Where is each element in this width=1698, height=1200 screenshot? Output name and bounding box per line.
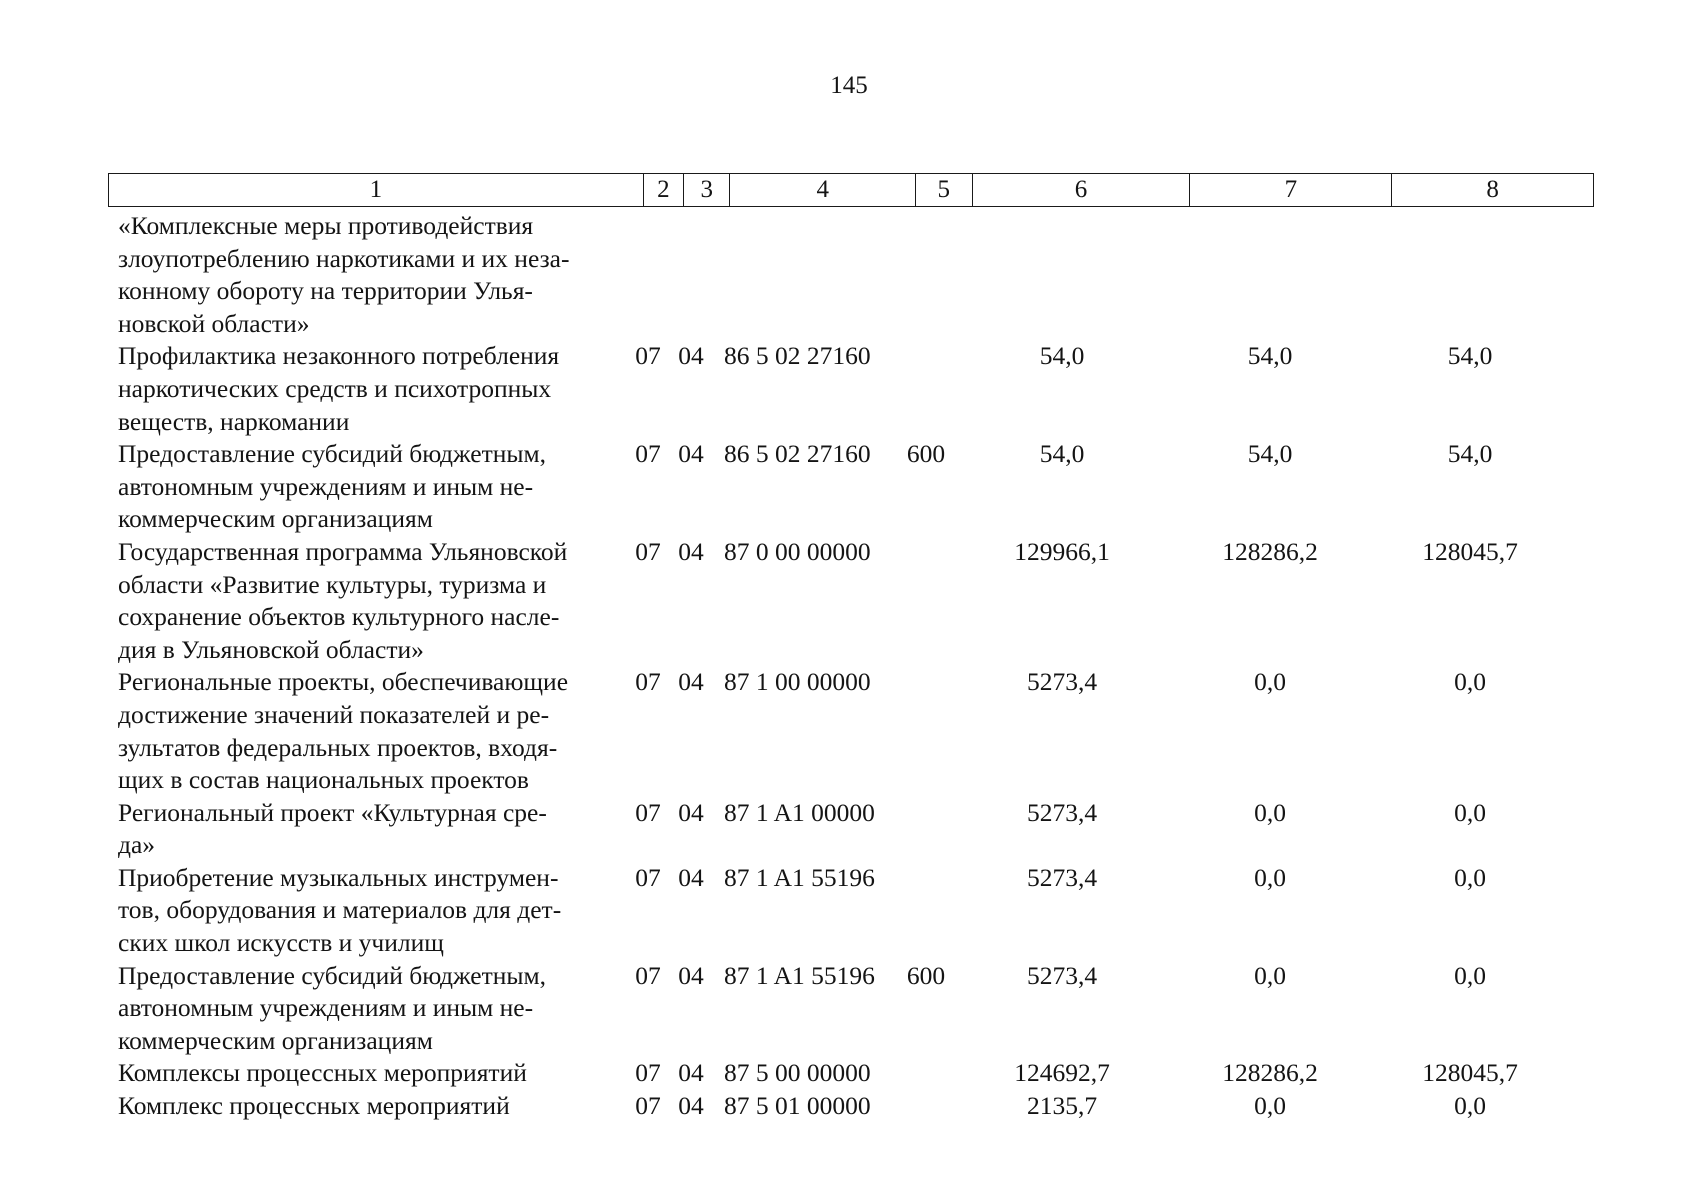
amount-col-8: 0,0	[1454, 667, 1486, 697]
amount-col-8: 0,0	[1454, 797, 1486, 827]
amount-col-8: 128045,7	[1422, 1058, 1518, 1088]
amount-col-7: 54,0	[1247, 439, 1293, 469]
expense-type-code: 600	[906, 439, 946, 469]
target-item-code: 86 5 02 27160	[724, 341, 871, 371]
row-name	[108, 438, 628, 536]
column-header-5: 5	[916, 174, 972, 207]
row-name-line: ских школ искусств и училищ	[118, 928, 444, 958]
target-item-code: 87 1 A1 55196	[724, 960, 875, 990]
row-name-line: Предоставление субсидий бюджетным,	[118, 439, 547, 469]
table-row	[108, 1057, 1594, 1090]
row-name-line: наркотических средств и психотропных	[118, 373, 552, 403]
table-row	[108, 438, 1594, 536]
subsection-code: 04	[678, 439, 704, 469]
column-header-7: 7	[1190, 174, 1392, 207]
row-name-line: дия в Ульяновской области»	[118, 634, 424, 664]
row-name-line: Предоставление субсидий бюджетным,	[118, 960, 547, 990]
row-name-line: «Комплексные меры противодействия	[118, 211, 534, 240]
amount-col-6: 5273,4	[1026, 960, 1098, 990]
amount-col-7: 0,0	[1254, 797, 1286, 827]
subsection-code: 04	[678, 1091, 704, 1121]
amount-col-7: 0,0	[1254, 667, 1286, 697]
section-code: 07	[635, 341, 661, 371]
subsection-code: 04	[678, 667, 704, 697]
column-header-1: 1	[109, 174, 644, 207]
row-name-line: щих в состав национальных проектов	[118, 765, 529, 795]
amount-col-8: 0,0	[1454, 960, 1486, 990]
section-code: 07	[635, 439, 661, 469]
column-header-8: 8	[1392, 174, 1594, 207]
amount-col-7: 0,0	[1254, 1091, 1286, 1121]
row-name-line: Профилактика незаконного потребления	[118, 341, 560, 371]
column-header-row	[108, 173, 1594, 207]
table-row	[108, 210, 1594, 340]
row-name	[108, 1090, 628, 1123]
row-name	[108, 666, 628, 796]
row-name	[108, 960, 628, 1058]
row-name	[108, 862, 628, 960]
subsection-code: 04	[678, 797, 704, 827]
column-header-2: 2	[643, 174, 683, 207]
section-code: 07	[635, 797, 661, 827]
table-body	[108, 210, 1594, 1123]
row-name-line: сохранение объектов культурного насле-	[118, 602, 560, 632]
amount-col-6: 5273,4	[1026, 667, 1098, 697]
target-item-code: 87 1 A1 00000	[724, 797, 875, 827]
row-name	[108, 797, 628, 862]
amount-col-7: 128286,2	[1222, 1058, 1318, 1088]
expense-type-code: 600	[906, 960, 946, 990]
row-name-line: Региональный проект «Культурная сре-	[118, 797, 547, 827]
amount-col-6: 54,0	[1039, 341, 1085, 371]
page-number: 145	[830, 72, 868, 99]
row-name-line: коммерческим организациям	[118, 1025, 433, 1055]
amount-col-6: 5273,4	[1026, 862, 1098, 892]
amount-col-6: 129966,1	[1014, 536, 1110, 566]
table-row	[108, 536, 1594, 666]
row-name-line: зультатов федеральных проектов, входя-	[118, 732, 558, 762]
row-name-line: злоупотреблению наркотиками и их неза-	[118, 243, 570, 273]
section-code: 07	[635, 960, 661, 990]
column-header-6: 6	[972, 174, 1190, 207]
section-code: 07	[635, 536, 661, 566]
row-name-line: Комплексы процессных мероприятий	[118, 1058, 527, 1088]
section-code: 07	[635, 1058, 661, 1088]
subsection-code: 04	[678, 1058, 704, 1088]
subsection-code: 04	[678, 536, 704, 566]
table-row	[108, 797, 1594, 862]
table-row	[108, 1090, 1594, 1123]
section-code: 07	[635, 862, 661, 892]
target-item-code: 87 5 00 00000	[724, 1058, 871, 1088]
row-name	[108, 536, 628, 666]
target-item-code: 87 0 00 00000	[724, 536, 871, 566]
amount-col-7: 0,0	[1254, 960, 1286, 990]
row-name-line: Приобретение музыкальных инструмен-	[118, 862, 559, 892]
row-name-line: автономным учреждениям и иным не-	[118, 471, 534, 501]
row-name-line: достижение значений показателей и ре-	[118, 699, 550, 729]
row-name-line: да»	[118, 830, 156, 860]
target-item-code: 87 1 00 00000	[724, 667, 871, 697]
section-code: 07	[635, 667, 661, 697]
row-name-line: тов, оборудования и материалов для дет-	[118, 895, 562, 925]
amount-col-8: 128045,7	[1422, 536, 1518, 566]
amount-col-8: 0,0	[1454, 862, 1486, 892]
table-row	[108, 960, 1594, 1058]
amount-col-6: 54,0	[1039, 439, 1085, 469]
amount-col-6: 5273,4	[1026, 797, 1098, 827]
table-row	[108, 862, 1594, 960]
row-name-line: веществ, наркомании	[118, 406, 350, 436]
amount-col-8: 54,0	[1447, 341, 1493, 371]
target-item-code: 87 1 A1 55196	[724, 862, 875, 892]
row-name-line: коммерческим организациям	[118, 504, 433, 534]
amount-col-6: 124692,7	[1014, 1058, 1110, 1088]
row-name	[108, 340, 628, 438]
target-item-code: 86 5 02 27160	[724, 439, 871, 469]
column-header-3: 3	[684, 174, 730, 207]
amount-col-7: 128286,2	[1222, 536, 1318, 566]
row-name	[108, 1057, 628, 1090]
subsection-code: 04	[678, 862, 704, 892]
table-row	[108, 340, 1594, 438]
target-item-code: 87 5 01 00000	[724, 1091, 871, 1121]
subsection-code: 04	[678, 960, 704, 990]
row-name-line: Региональные проекты, обеспечивающие	[118, 667, 569, 697]
amount-col-7: 54,0	[1247, 341, 1293, 371]
amount-col-6: 2135,7	[1026, 1091, 1098, 1121]
row-name-line: Комплекс процессных мероприятий	[118, 1091, 510, 1121]
amount-col-8: 54,0	[1447, 439, 1493, 469]
column-header-4: 4	[730, 174, 916, 207]
section-code: 07	[635, 1091, 661, 1121]
subsection-code: 04	[678, 341, 704, 371]
amount-col-7: 0,0	[1254, 862, 1286, 892]
row-name-line: автономным учреждениям и иным не-	[118, 993, 534, 1023]
row-name-line: конному обороту на территории Улья-	[118, 276, 533, 306]
row-name-line: новской области»	[118, 308, 310, 338]
row-name-line: области «Развитие культуры, туризма и	[118, 569, 547, 599]
row-name-line: Государственная программа Ульяновской	[118, 536, 568, 566]
table-row	[108, 666, 1594, 796]
amount-col-8: 0,0	[1454, 1091, 1486, 1121]
row-name	[108, 210, 628, 340]
